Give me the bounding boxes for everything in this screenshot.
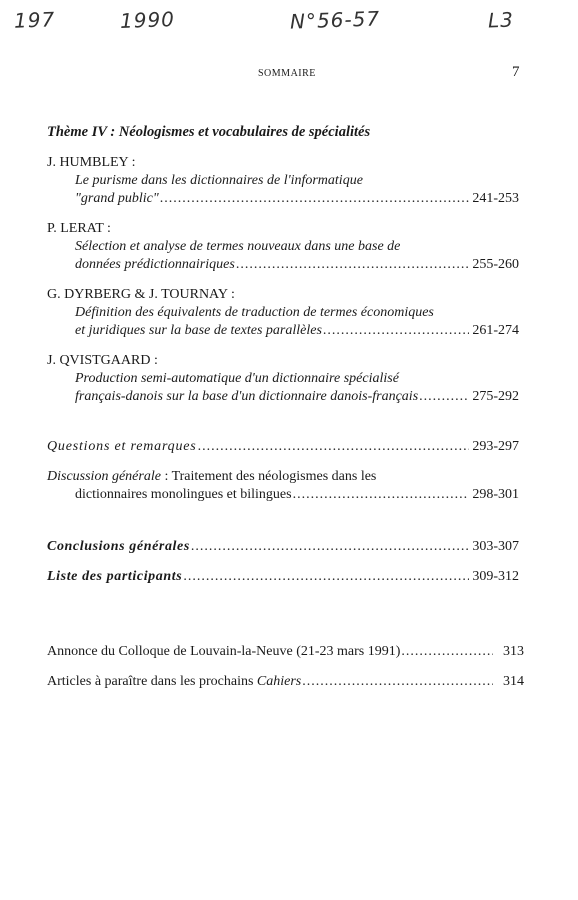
announcement-page: 313 xyxy=(503,644,524,659)
announcement-row xyxy=(47,673,524,691)
entry-title-line: données prédictionnairiques xyxy=(75,257,235,272)
entry-title-line: "grand public" xyxy=(75,191,159,206)
handwritten-note: L3 xyxy=(487,7,515,33)
dot-leader xyxy=(191,538,469,556)
toc-entry xyxy=(47,352,519,406)
announcement-row xyxy=(47,643,524,661)
entry-title-line: et juridiques sur la base de textes parallèles xyxy=(75,323,322,338)
toc-entry xyxy=(47,154,519,208)
announcement-text-part: Articles à paraître dans les prochains xyxy=(47,674,257,689)
toc-entry xyxy=(47,286,519,340)
announcement-text xyxy=(47,673,301,691)
participants-pages: 309-312 xyxy=(472,569,519,584)
entry-pages: 261-274 xyxy=(472,323,519,338)
entry-leader-row xyxy=(47,322,519,340)
discussion-label: Discussion générale xyxy=(47,469,161,484)
announcement-page: 314 xyxy=(503,674,524,689)
announcement-text-italic: Cahiers xyxy=(256,674,302,689)
conclusions-pages: 303-307 xyxy=(472,539,519,554)
participants-row xyxy=(47,568,519,586)
entry-pages: 275-292 xyxy=(472,389,519,404)
entry-leader-row xyxy=(47,388,519,406)
entry-author: G. DYRBERG & J. TOURNAY : xyxy=(47,287,235,302)
entry-author: J. HUMBLEY : xyxy=(47,155,136,170)
dot-leader xyxy=(293,486,470,504)
discussion-leader-row xyxy=(47,486,519,504)
entry-title-line: Le purisme dans les dictionnaires de l'informatique xyxy=(75,173,363,188)
dot-leader xyxy=(160,190,470,208)
handwritten-note: 197 xyxy=(13,7,56,33)
questions-label: Questions et remarques xyxy=(47,439,197,454)
discussion-pages: 298-301 xyxy=(472,487,519,502)
entry-pages: 255-260 xyxy=(472,257,519,272)
entry-pages: 241-253 xyxy=(472,191,519,206)
dot-leader xyxy=(198,438,470,456)
header-label: SOMMAIRE xyxy=(258,68,316,79)
dot-leader xyxy=(401,643,493,661)
entry-author: P. LERAT : xyxy=(47,221,111,236)
discussion-line-1 xyxy=(47,468,519,486)
questions-pages: 293-297 xyxy=(472,439,519,454)
entry-title-line: Production semi-automatique d'un dictionnaire spécialisé xyxy=(75,371,399,386)
dot-leader xyxy=(419,388,469,406)
dot-leader xyxy=(236,256,470,274)
table-of-contents xyxy=(47,124,519,586)
entry-title-line: Sélection et analyse de termes nouveaux dans une base de xyxy=(75,239,401,254)
toc-entry xyxy=(47,220,519,274)
discussion-label-rest: : Traitement des néologismes dans les xyxy=(160,469,377,484)
participants-label: Liste des participants xyxy=(47,569,183,584)
entry-author: J. QVISTGAARD : xyxy=(47,353,158,368)
page-number: 7 xyxy=(512,64,520,80)
questions-row xyxy=(47,438,519,456)
dot-leader xyxy=(302,673,493,691)
handwritten-note: N°56-57 xyxy=(289,6,381,34)
dot-leader xyxy=(183,568,469,586)
dot-leader xyxy=(323,322,469,340)
entry-title-line: Définition des équivalents de traduction de termes économiques xyxy=(75,305,434,320)
conclusions-label: Conclusions générales xyxy=(47,539,190,554)
announcements xyxy=(47,643,524,703)
entry-leader-row xyxy=(47,256,519,274)
announcement-text: Annonce du Colloque de Louvain-la-Neuve (21-23 mars 1991) xyxy=(47,644,401,659)
conclusions-row xyxy=(47,538,519,556)
handwritten-note: 1990 xyxy=(119,7,176,33)
discussion-entry xyxy=(47,468,519,504)
entry-title-line: français-danois sur la base d'un dictionnaire danois-français xyxy=(75,389,419,404)
theme-title: Thème IV : Néologismes et vocabulaires de spécialités xyxy=(47,124,371,140)
discussion-line-2: dictionnaires monolingues et bilingues xyxy=(75,487,292,502)
entry-leader-row xyxy=(47,190,519,208)
